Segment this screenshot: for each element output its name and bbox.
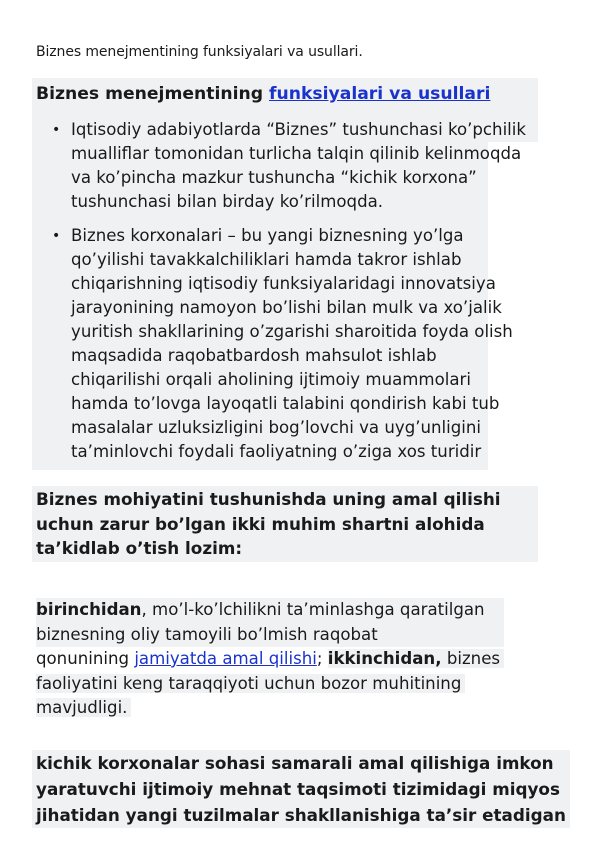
paragraph-line xyxy=(36,598,504,623)
first-condition-label: birinchidan xyxy=(36,600,142,619)
paragraph-text: ; xyxy=(316,649,328,668)
list-item-line: hamda to’lovga layoqatli talabini qondirish kabi tub xyxy=(71,394,500,413)
list-item-line: mualliflar tomonidan turlicha talqin qilinib kelinmoqda xyxy=(71,144,522,163)
bullet-icon: • xyxy=(52,228,61,244)
list-item-line: ta’minlovchi foydali faoliyatning o’ziga xos turidir xyxy=(71,442,482,461)
closing-heading-line: kichik korxonalar sohasi samarali amal qilishiga imkon xyxy=(32,750,570,776)
section-title-prefix: Biznes menejmentining xyxy=(36,84,270,104)
closing-heading-line: jihatidan yangi tuzilmalar shakllanishiga ta’sir etadigan xyxy=(32,802,570,828)
list-item-line: masalalar uzluksizligini bog’lovchi va uyg’unligini xyxy=(71,418,482,437)
paragraph-text: biznes xyxy=(441,649,501,668)
list-item xyxy=(36,118,536,214)
subsection-heading-line: uchun zarur bo’lgan ikki muhim shartni alohida xyxy=(36,513,485,534)
paragraph-text: qonunining xyxy=(36,649,135,668)
paragraph-line xyxy=(36,696,504,721)
bullet-list xyxy=(36,118,536,474)
paragraph-text: , mo’l-ko’lchilikni ta’minlashga qaratilgan xyxy=(141,600,485,619)
section-title xyxy=(36,82,490,106)
paragraph-text: mavjudligi. xyxy=(36,698,131,717)
bullet-icon: • xyxy=(52,122,61,138)
page-header: Biznes menejmentining funksiyalari va usullari. xyxy=(36,44,363,60)
paragraph-line xyxy=(36,647,504,672)
list-item-line: jarayonining namoyon bo’lishi bilan mulk va xo’jalik xyxy=(71,298,502,317)
list-item-line: Biznes korxonalari – bu yangi biznesning yo’lga xyxy=(71,226,464,245)
second-condition-label: ikkinchidan, xyxy=(327,649,442,668)
list-item-line: chiqarilishi orqali aholining ijtimoiy muammolari xyxy=(71,370,471,389)
functions-link[interactable]: funksiyalari va usullari xyxy=(269,84,491,104)
paragraph-line xyxy=(36,672,504,697)
subsection-heading-line: ta’kidlab o’tish lozim: xyxy=(36,538,243,558)
list-item-line: qo’yilishi tavakkalchiliklari hamda takror ishlab xyxy=(71,250,462,269)
list-item-line: maqsadida raqobatbardosh mahsulot ishlab xyxy=(71,346,437,365)
subsection-heading xyxy=(32,486,538,562)
closing-heading-line: yaratuvchi ijtimoiy mehnat taqsimoti tizimidagi miqyos xyxy=(32,776,570,802)
closing-heading xyxy=(32,750,570,828)
list-item-line: chiqarishning iqtisodiy funksiyalaridagi innovatsiya xyxy=(71,274,496,293)
list-item-line: Iqtisodiy adabiyotlarda “Biznes” tushunchasi ko’pchilik xyxy=(71,120,527,139)
paragraph-text: faoliyatini keng taraqqiyoti uchun bozor muhitining xyxy=(36,674,465,693)
list-item-line: yuritish shakllarining o’zgarishi sharoitida foyda olish xyxy=(71,322,513,341)
conditions-paragraph xyxy=(36,598,504,721)
paragraph-line: biznesning oliy tamoyili bo’lmish raqobat xyxy=(36,623,504,648)
list-item-line: tushunchasi bilan birday ko’rilmoqda. xyxy=(71,192,384,211)
subsection-heading-line: Biznes mohiyatini tushunishda uning amal qilishi xyxy=(36,489,501,509)
list-item-line: va ko’pincha mazkur tushuncha “kichik korxona” xyxy=(71,168,477,187)
society-link[interactable]: jamiyatda amal qilishi xyxy=(134,649,317,668)
list-item xyxy=(36,224,536,464)
